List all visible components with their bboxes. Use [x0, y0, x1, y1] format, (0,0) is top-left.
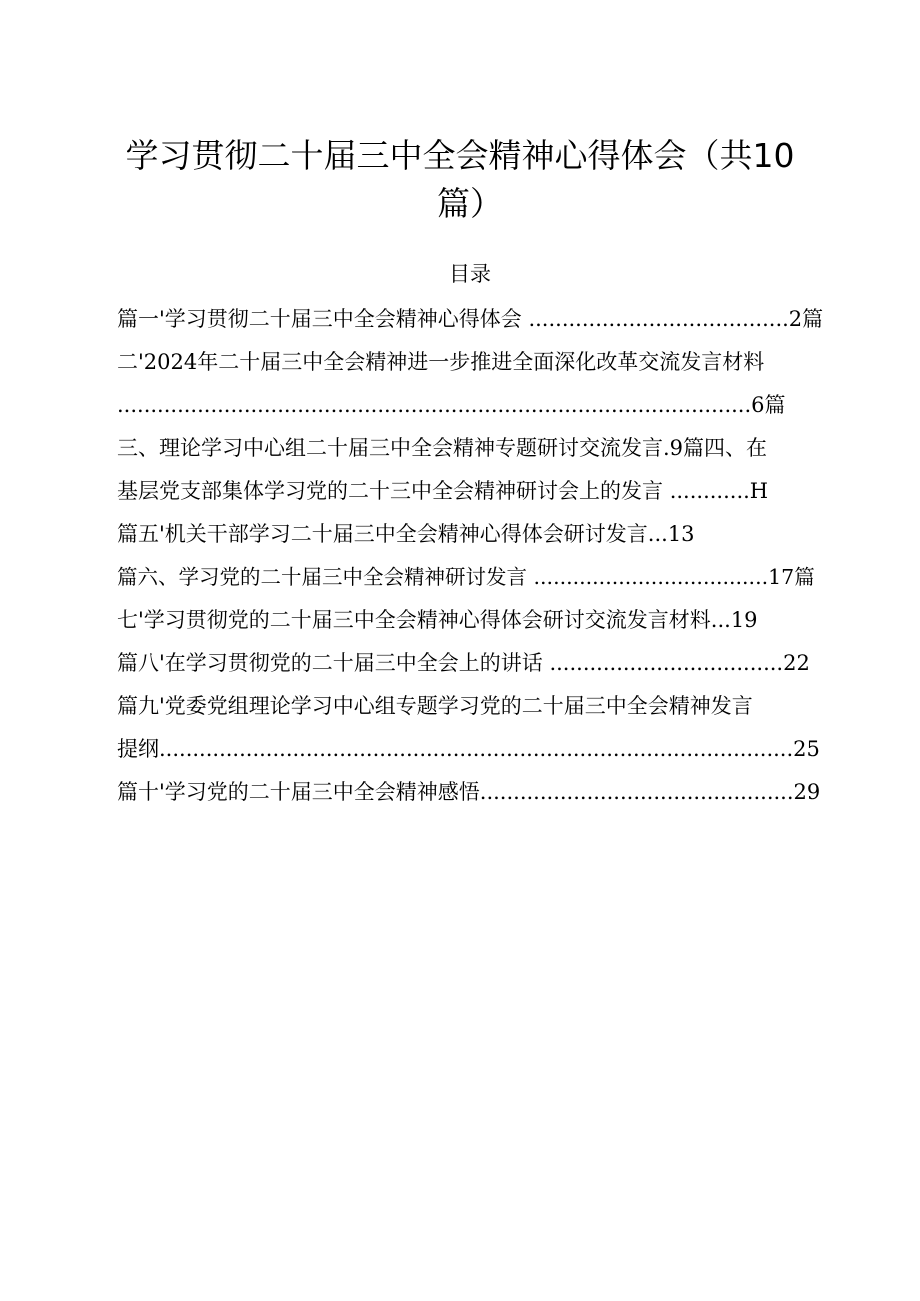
toc-line-1[interactable]	[117, 305, 823, 333]
toc-line-text: 篇九'党委党组理论学习中心组专题学习党的二十届三中全会精神发言	[117, 694, 753, 718]
toc-page-number: 6篇	[751, 393, 786, 417]
toc-line-6[interactable]	[117, 520, 695, 548]
toc-leader-dots: ...............................................	[479, 780, 794, 804]
toc-page-number: 2篇	[788, 307, 824, 331]
toc-page-number: 22	[783, 651, 810, 675]
toc-line-8[interactable]	[117, 606, 758, 634]
toc-page-number: 19	[730, 608, 758, 632]
toc-page-number: 25	[793, 737, 820, 761]
toc-page-number: 篇四、在	[683, 436, 768, 460]
toc-year: 2024	[143, 350, 198, 374]
toc-page-number: 13	[667, 522, 695, 546]
toc-leader-dots: ....................................	[533, 565, 769, 589]
toc-leader-dots: ...................................	[549, 651, 784, 675]
toc-leader-dots: ...	[647, 522, 668, 546]
toc-line-text: 二'	[117, 350, 144, 374]
toc-leader-dots: ...	[710, 608, 731, 632]
toc-line-text: 篇八'在学习贯彻党的二十届三中全会上的讲话	[117, 651, 550, 675]
toc-leader-dots: ............	[669, 479, 750, 503]
toc-line-text: 篇六、学习党的二十届三中全会精神研讨发言	[117, 565, 534, 589]
toc-line-12[interactable]	[117, 778, 820, 806]
toc-line-text: 篇一'学习贯彻二十届三中全会精神心得体会	[117, 307, 529, 331]
toc-line-text-continued: 年二十届三中全会精神进一步推进全面深化改革交流发言材料	[197, 350, 765, 374]
toc-line-text: 篇十'学习党的二十届三中全会精神感悟	[117, 780, 480, 804]
toc-line-5[interactable]	[117, 477, 768, 505]
document-title-line-1: 学习贯彻二十届三中全会精神心得体会（共10	[125, 136, 795, 175]
toc-line-7[interactable]	[117, 563, 815, 591]
toc-line-text: 篇五'机关干部学习二十届三中全会精神心得体会研讨发言	[117, 522, 648, 546]
toc-line-11[interactable]	[117, 735, 820, 763]
toc-page-number: 29	[793, 780, 821, 804]
toc-line-text: 七'学习贯彻党的二十届三中全会精神心得体会研讨交流发言材料	[117, 608, 711, 632]
document-title-line-2: 篇）	[437, 184, 503, 223]
toc-line-text: 提纲	[117, 737, 159, 761]
toc-line-10[interactable]	[117, 692, 753, 720]
toc-leader-dots: .9	[663, 436, 684, 460]
toc-leader-dots: .......................................	[528, 307, 789, 331]
toc-leader-dots: ...............................................................................................	[117, 393, 752, 417]
toc-line-4[interactable]	[117, 434, 767, 462]
toc-heading: 目录	[449, 262, 491, 286]
toc-line-2[interactable]	[117, 348, 764, 376]
toc-line-3[interactable]	[117, 391, 786, 419]
toc-line-text: 三、理论学习中心组二十届三中全会精神专题研讨交流发言	[117, 436, 663, 460]
toc-line-text: 基层党支部集体学习党的二十三中全会精神研讨会上的发言	[117, 479, 670, 503]
toc-line-9[interactable]	[117, 649, 810, 677]
toc-leader-dots: ...............................................................................................	[159, 737, 794, 761]
toc-page-number: 17篇	[768, 565, 815, 589]
toc-page-number: H	[749, 479, 769, 503]
